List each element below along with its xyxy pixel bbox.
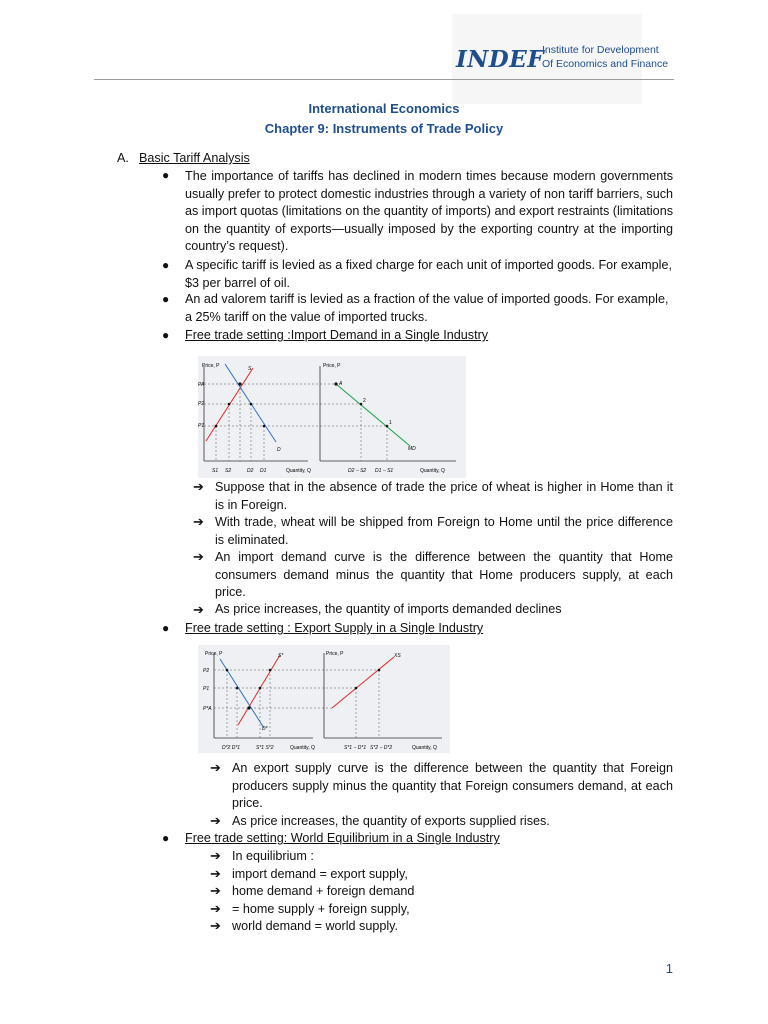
- point-d1: [236, 687, 239, 690]
- import-arrow-text-1: Suppose that in the absence of trade the price of wheat is higher in Home than it is in Foreign.: [215, 480, 673, 512]
- supply-label: S: [248, 366, 252, 372]
- import-arrow-text-2: With trade, wheat will be shipped from Foreign to Home until the price difference is eliminated.: [215, 515, 673, 547]
- brand-logo: INDEF: [456, 46, 545, 73]
- export-supply-figure: [198, 645, 450, 753]
- tick-d2: D2: [247, 468, 254, 474]
- page-header: [94, 40, 674, 80]
- right-ylabel: Price, P: [323, 363, 341, 369]
- doc-title: International Economics: [308, 101, 460, 116]
- demand-label: D*: [262, 726, 268, 732]
- point-d2: [250, 403, 253, 406]
- import-heading: Free trade setting :Import Demand in a Single Industry: [185, 328, 489, 342]
- arrow-icon: ➔: [193, 479, 204, 494]
- world-arrow-text-4: = home supply + foreign supply,: [232, 902, 410, 916]
- import-arrow-text-4: As price increases, the quantity of imports demanded declines: [215, 602, 562, 616]
- tick-xs1: S*1 − D*1: [344, 745, 367, 751]
- tick-md2: D2 − S2: [348, 468, 367, 474]
- header-divider: [94, 79, 674, 80]
- price-label-p1: P1: [203, 686, 210, 692]
- point-a-label: A: [339, 381, 343, 387]
- tick-md1: D1 − S1: [375, 468, 394, 474]
- export-arrow-text-1: An export supply curve is the difference between the quantity that Foreign producers supply minus the quantity that Foreign consumers demand, at each price.: [232, 761, 673, 810]
- bullet-icon: ●: [162, 258, 170, 272]
- tick-d1: D1: [260, 468, 267, 474]
- world-arrow-text-3: home demand + foreign demand: [232, 884, 415, 898]
- left-xlabel: Quantity, Q: [290, 745, 315, 751]
- arrow-icon: ➔: [210, 918, 221, 933]
- equilibrium-point: [238, 382, 241, 385]
- right-ylabel: Price, P: [326, 651, 344, 657]
- point-xs2: [378, 669, 381, 672]
- tick-d: D*2 D*1: [222, 745, 241, 751]
- page-number: 1: [665, 961, 673, 976]
- md-label: MD: [408, 446, 416, 452]
- price-label-pa: PA: [198, 382, 205, 388]
- demand-label: D: [277, 447, 281, 453]
- bullet-icon: ●: [162, 831, 170, 845]
- arrow-icon: ➔: [193, 602, 204, 617]
- arrow-icon: ➔: [193, 514, 204, 529]
- world-arrow-text-2: import demand = export supply,: [232, 867, 408, 881]
- price-label-pa: P*A: [203, 706, 212, 712]
- bullet-icon: ●: [162, 328, 170, 342]
- point-2: [360, 403, 363, 406]
- tick-s2: S2: [225, 468, 232, 474]
- import-demand-figure: [198, 356, 466, 478]
- tick-s: S*1 S*2: [256, 745, 274, 751]
- arrow-icon: ➔: [210, 901, 221, 916]
- world-arrow-text-5: world demand = world supply.: [232, 919, 399, 933]
- arrow-icon: ➔: [210, 866, 221, 881]
- price-label-p1: P1: [198, 423, 205, 429]
- chapter-title: Chapter 9: Instruments of Trade Policy: [264, 121, 504, 136]
- world-heading: Free trade setting: World Equilibrium in a Single Industry: [185, 831, 500, 845]
- left-ylabel: Price, P: [202, 363, 220, 369]
- point-1: [386, 425, 389, 428]
- point-d1: [263, 425, 266, 428]
- figure-bg: [198, 356, 466, 478]
- bullet-text-2: A specific tariff is levied as a fixed charge for each unit of imported goods. For example, $3 per barrel of oil.: [185, 258, 672, 290]
- point-2-label: 2: [363, 398, 366, 404]
- tick-xs2: S*2 − D*2: [370, 745, 393, 751]
- arrow-icon: ➔: [210, 848, 221, 863]
- section-letter: A.: [117, 151, 129, 165]
- export-heading: Free trade setting : Export Supply in a Single Industry: [185, 621, 484, 635]
- point-s1: [215, 425, 218, 428]
- bullet-icon: ●: [162, 621, 170, 635]
- brand-subtitle-line2: Of Economics and Finance: [542, 58, 669, 70]
- supply-label: S*: [278, 653, 284, 659]
- point-s2: [269, 669, 272, 672]
- bullet-text-1: The importance of tariffs has declined in modern times because modern governments usually prefer to protect domestic industries through a variety of non tariff barriers, such as import quotas (limitations on the quantity of imports) and export restraints (limitations on the quantity of exports—usually imposed by the exporting country at the importing country’s request).: [185, 169, 673, 253]
- price-label-p2: P2: [203, 668, 210, 674]
- section-heading: Basic Tariff Analysis: [139, 151, 250, 165]
- point-xs1: [355, 687, 358, 690]
- point-s1: [259, 687, 262, 690]
- bullet-text-3: An ad valorem tariff is levied as a fraction of the value of imported goods. For example, a 25% tariff on the value of imported trucks.: [185, 292, 669, 324]
- world-arrow-text-1: In equilibrium :: [232, 849, 314, 863]
- price-label-p2: P2: [198, 401, 205, 407]
- brand-subtitle-line1: Institute for Development: [542, 44, 659, 56]
- import-arrow-text-3: An import demand curve is the difference between the quantity that Home consumers demand minus the quantity that Home producers supply, at each price.: [215, 550, 673, 599]
- point-d2: [226, 669, 229, 672]
- arrow-icon: ➔: [210, 760, 221, 775]
- bullet-icon: ●: [162, 168, 170, 182]
- arrow-icon: ➔: [210, 883, 221, 898]
- bullet-icon: ●: [162, 292, 170, 306]
- xs-label: XS: [394, 653, 401, 659]
- equilibrium-point: [247, 706, 250, 709]
- point-1-label: 1: [389, 420, 392, 426]
- export-arrow-text-2: As price increases, the quantity of exports supplied rises.: [232, 814, 550, 828]
- point-a: [334, 382, 337, 385]
- arrow-icon: ➔: [210, 813, 221, 828]
- left-ylabel: Price, P: [205, 651, 223, 657]
- right-xlabel: Quantity, Q: [412, 745, 437, 751]
- tick-s1: S1: [212, 468, 219, 474]
- brand-subtitle: [542, 43, 668, 71]
- right-xlabel: Quantity, Q: [420, 468, 445, 474]
- left-xlabel: Quantity, Q: [286, 468, 311, 474]
- arrow-icon: ➔: [193, 549, 204, 564]
- point-s2: [228, 403, 231, 406]
